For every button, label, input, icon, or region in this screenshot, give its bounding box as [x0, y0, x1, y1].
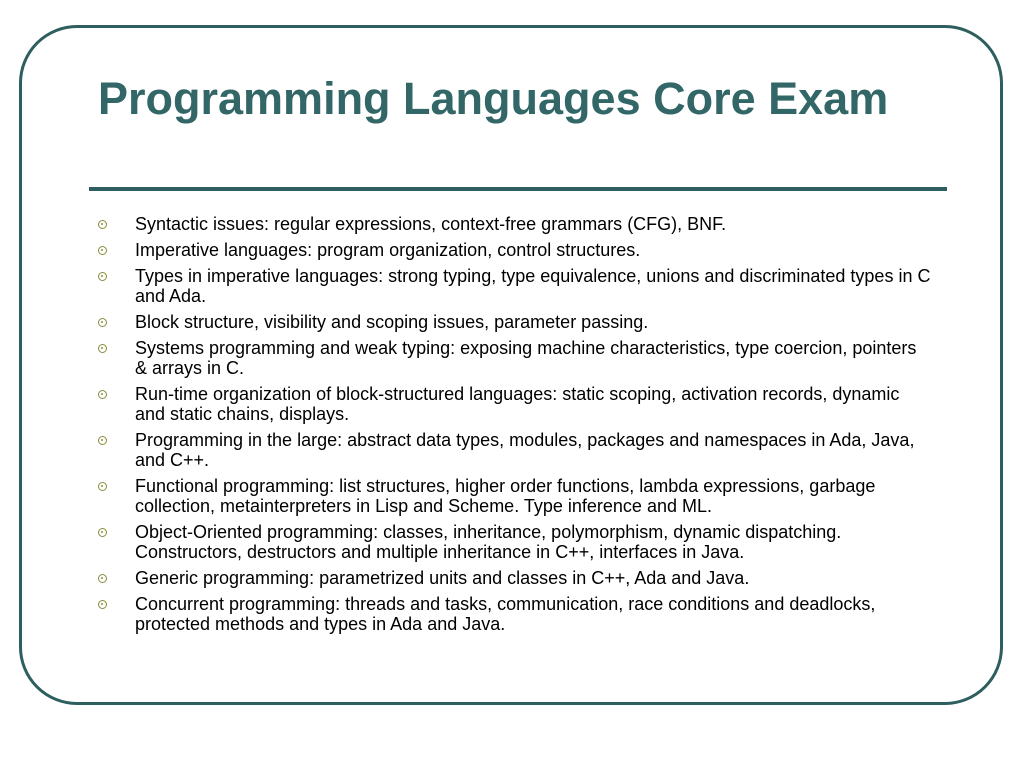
- ring-bullet-icon: [98, 390, 107, 399]
- ring-bullet-icon: [98, 600, 107, 609]
- bullet-item: [98, 522, 933, 562]
- ring-bullet-icon: [98, 436, 107, 445]
- ring-bullet-icon: [98, 344, 107, 353]
- bullet-item: [98, 430, 933, 470]
- ring-bullet-icon: [98, 272, 107, 281]
- bullet-item: [98, 476, 933, 516]
- bullet-item: [98, 594, 933, 634]
- ring-bullet-icon: [98, 246, 107, 255]
- bullet-text: Systems programming and weak typing: exposing machine characteristics, type coercion, pointers & arrays in C.: [135, 338, 917, 378]
- ring-bullet-icon: [98, 528, 107, 537]
- bullet-item: [98, 312, 933, 332]
- bullet-text: Types in imperative languages: strong typing, type equivalence, unions and discriminated types in C and Ada.: [135, 266, 931, 306]
- bullet-text: Imperative languages: program organization, control structures.: [135, 240, 641, 260]
- bullet-item: [98, 338, 933, 378]
- bullet-item: [98, 568, 933, 588]
- bullet-list: [98, 214, 933, 640]
- bullet-text: Run-time organization of block-structured languages: static scoping, activation records, dynamic and static chains, displays.: [135, 384, 900, 424]
- bullet-text: Functional programming: list structures, higher order functions, lambda expressions, garbage collection, metainterpreters in Lisp and Scheme. Type inference and ML.: [135, 476, 876, 516]
- bullet-text: Generic programming: parametrized units and classes in C++, Ada and Java.: [135, 568, 750, 588]
- bullet-text: Concurrent programming: threads and tasks, communication, race conditions and deadlocks, protected methods and types in Ada and Java.: [135, 594, 876, 634]
- bullet-text: Programming in the large: abstract data types, modules, packages and namespaces in Ada, Java, and C++.: [135, 430, 915, 470]
- ring-bullet-icon: [98, 220, 107, 229]
- ring-bullet-icon: [98, 318, 107, 327]
- bullet-item: [98, 384, 933, 424]
- bullet-item: [98, 266, 933, 306]
- title-divider: [89, 187, 947, 191]
- bullet-item: [98, 214, 933, 234]
- bullet-text: Syntactic issues: regular expressions, context-free grammars (CFG), BNF.: [135, 214, 727, 234]
- slide-title: Programming Languages Core Exam: [98, 73, 889, 124]
- bullet-text: Object-Oriented programming: classes, inheritance, polymorphism, dynamic dispatching. Constructors, destructors and multiple inheritance in C++, interfaces in Java.: [135, 522, 842, 562]
- ring-bullet-icon: [98, 574, 107, 583]
- ring-bullet-icon: [98, 482, 107, 491]
- bullet-text: Block structure, visibility and scoping issues, parameter passing.: [135, 312, 649, 332]
- bullet-item: [98, 240, 933, 260]
